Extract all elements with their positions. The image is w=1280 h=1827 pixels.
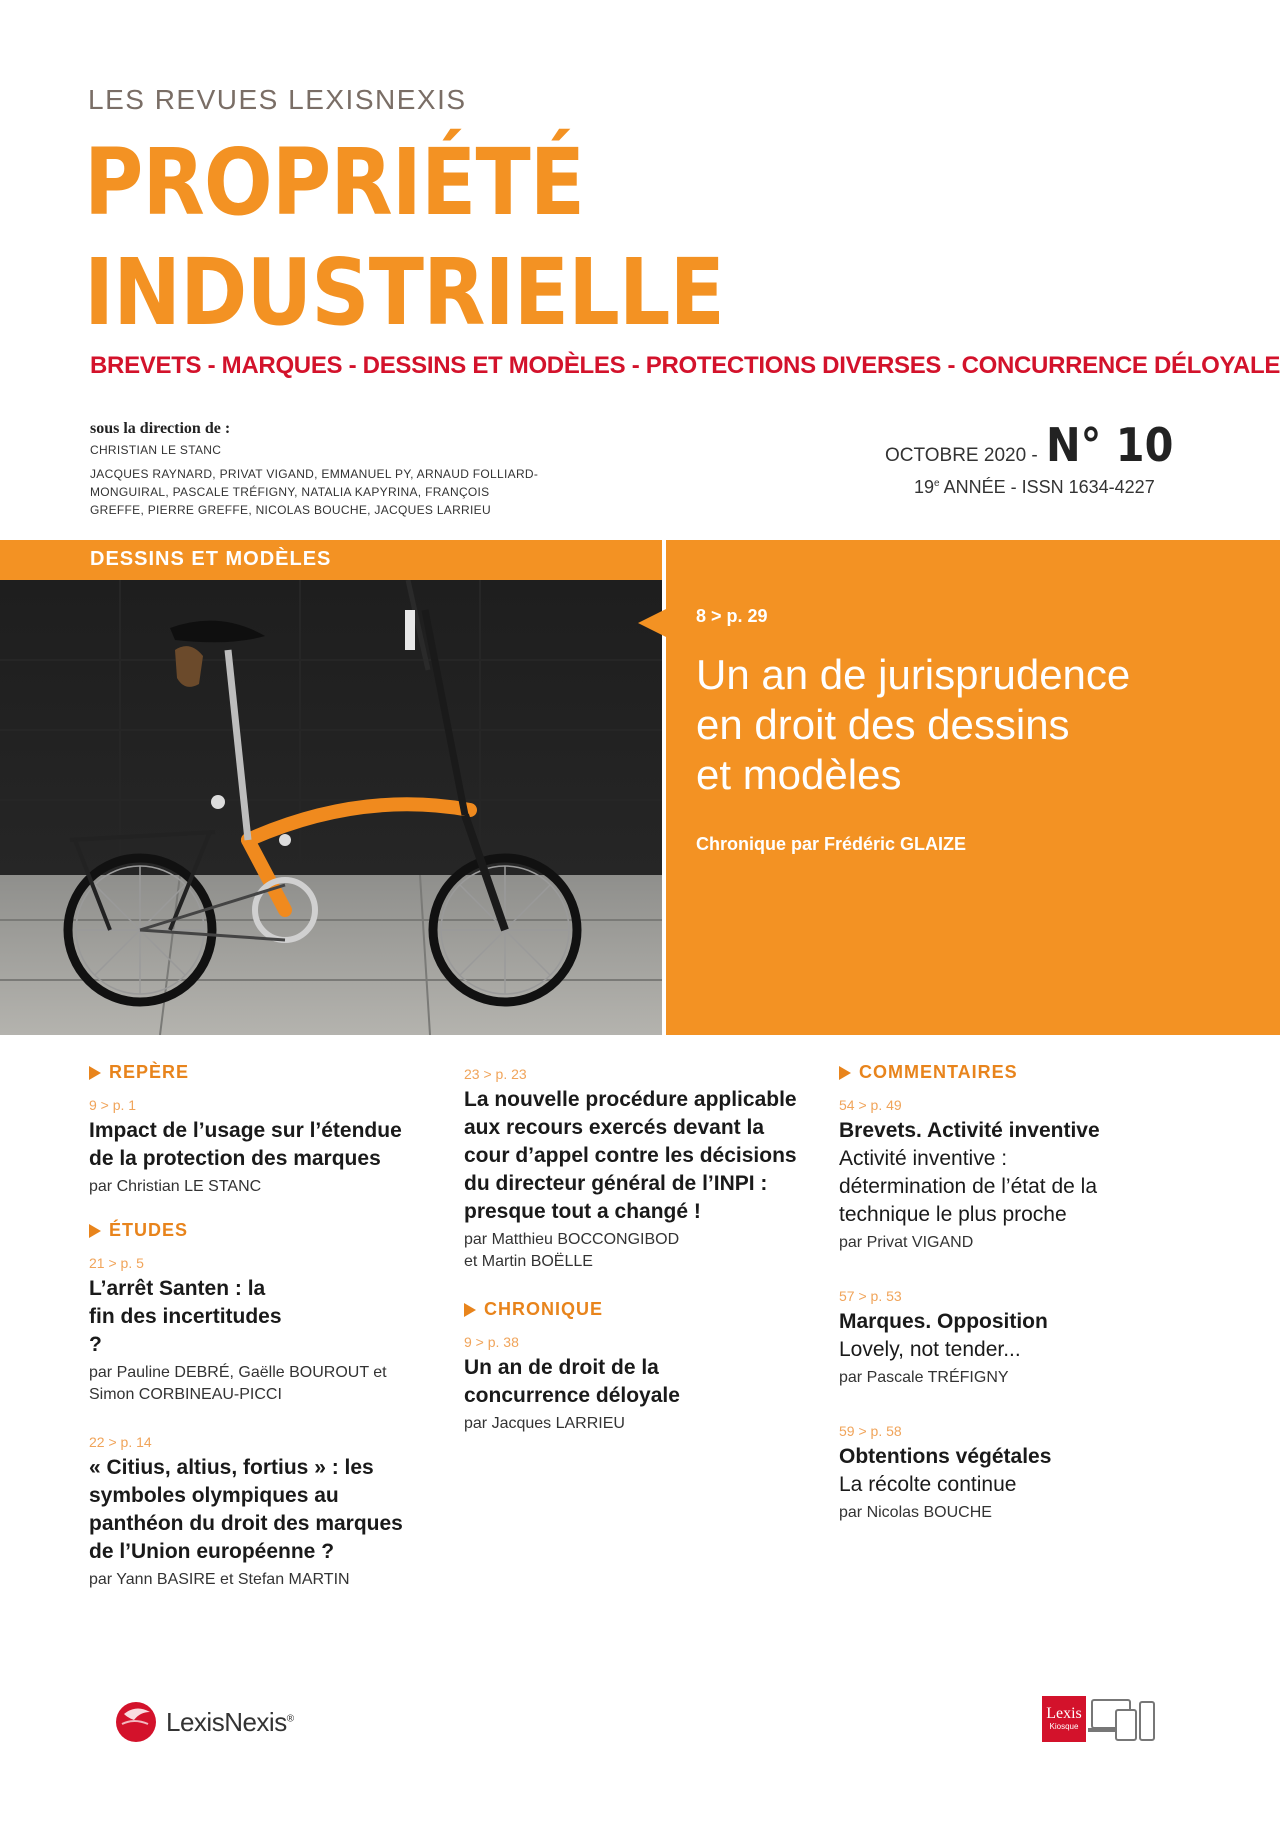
lexisnexis-emblem-icon <box>114 1700 158 1744</box>
entry-ref: 23 > p. 23 <box>464 1066 527 1082</box>
entry-title: Obtentions végétales <box>839 1445 1052 1468</box>
feature-author: Chronique par Frédéric GLAIZE <box>696 834 967 854</box>
entry-ref: 59 > p. 58 <box>839 1423 902 1439</box>
entry-ref: 21 > p. 5 <box>89 1255 144 1271</box>
feature-title-line1: Un an de jurisprudence <box>696 651 1131 698</box>
entry-subtitle: Activité inventive : détermination de l’état de la technique le plus proche <box>839 1147 1097 1226</box>
toc-entry[interactable] <box>89 1097 429 1198</box>
entry-ref: 57 > p. 53 <box>839 1288 902 1304</box>
publisher-name <box>166 1707 294 1738</box>
kiosque-line1: Lexis <box>1046 1705 1082 1722</box>
entry-subtitle: Lovely, not tender... <box>839 1338 1021 1361</box>
section-heading-label: ÉTUDES <box>109 1220 189 1240</box>
issue-date: OCTOBRE 2020 - <box>885 445 1038 466</box>
entry-title: La nouvelle procédure applicable aux recours exercés devant la cour d’appel contre les décisions du directeur général de l’INPI : presque tout a changé ! <box>464 1088 797 1223</box>
issue-year-suffix: e <box>934 478 940 489</box>
journal-title <box>84 128 724 348</box>
entry-ref: 54 > p. 49 <box>839 1097 902 1113</box>
section-heading-repere <box>89 1062 429 1083</box>
direction-label: sous la direction de : <box>90 420 231 437</box>
feature-notch <box>638 609 666 637</box>
play-triangle-icon <box>89 1224 101 1238</box>
issue-number: N° 10 <box>1046 418 1174 472</box>
director-name: CHRISTIAN LE STANC <box>90 443 222 457</box>
entry-author: par Yann BASIRE et Stefan MARTIN <box>89 1571 350 1588</box>
issue-year-number: 19 <box>914 477 935 497</box>
publisher-name-text: LexisNexis <box>166 1706 287 1737</box>
entry-author-line1: par Matthieu BOCCONGIBOD <box>464 1231 680 1248</box>
entry-subtitle: La récolte continue <box>839 1473 1017 1496</box>
entry-author: par Privat VIGAND <box>839 1234 974 1251</box>
entry-author: par Nicolas BOUCHE <box>839 1504 992 1521</box>
section-heading-commentaires <box>839 1062 1179 1083</box>
entry-title: Marques. Opposition <box>839 1310 1048 1333</box>
entry-author: par Pascale TRÉFIGNY <box>839 1369 1009 1386</box>
toc-entry[interactable] <box>464 1066 804 1273</box>
registered-mark: ® <box>286 1712 294 1724</box>
section-heading-etudes <box>89 1220 429 1241</box>
section-heading-label: CHRONIQUE <box>484 1299 604 1319</box>
entry-author: par Christian LE STANC <box>89 1178 262 1195</box>
toc-entry[interactable] <box>89 1434 429 1591</box>
folding-bicycle-photo <box>0 540 662 1035</box>
toc-column-1 <box>89 1062 429 1613</box>
toc-column-2 <box>464 1066 804 1457</box>
section-heading-label: COMMENTAIRES <box>859 1062 1018 1082</box>
play-triangle-icon <box>464 1303 476 1317</box>
toc-entry[interactable] <box>839 1423 1179 1524</box>
committee-names: JACQUES RAYNARD, PRIVAT VIGAND, EMMANUEL PY, ARNAUD FOLLIARD-MONGUIRAL, PASCALE TRÉFIGNY, NATALIA KAPYRINA, FRANÇOIS GREFFE, PIERRE GREFFE, NICOLAS BOUCHE, JACQUES LARRIEU <box>90 467 539 517</box>
entry-ref: 22 > p. 14 <box>89 1434 152 1450</box>
journal-title-line2: INDUSTRIELLE <box>84 239 725 346</box>
toc-entry[interactable] <box>464 1334 804 1435</box>
feature-title-line3: et modèles <box>696 751 902 798</box>
entry-title: Impact de l’usage sur l’étendue de la protection des marques <box>89 1119 402 1170</box>
lexis-kiosque-badge[interactable] <box>1042 1696 1156 1742</box>
entry-ref: 9 > p. 1 <box>89 1097 137 1113</box>
feature-ref: 8 > p. 29 <box>696 606 768 626</box>
rubric-label: DESSINS ET MODÈLES <box>90 548 332 570</box>
play-triangle-icon <box>89 1066 101 1080</box>
entry-author-line2: et Martin BOËLLE <box>464 1253 593 1270</box>
play-triangle-icon <box>839 1066 851 1080</box>
lexisnexis-logo[interactable] <box>114 1700 294 1744</box>
issue-year-issn-text: ANNÉE - ISSN 1634-4227 <box>939 477 1155 497</box>
bicycle-illustration <box>0 540 662 1035</box>
subject-list: BREVETS - MARQUES - DESSINS ET MODÈLES - PROTECTIONS DIVERSES - CONCURRENCE DÉLOYALE <box>90 352 1280 379</box>
toc-entry[interactable] <box>89 1255 429 1406</box>
journal-title-line1: PROPRIÉTÉ <box>84 129 585 236</box>
entry-ref: 9 > p. 38 <box>464 1334 519 1350</box>
toc-entry[interactable] <box>839 1097 1179 1254</box>
issue-line <box>885 418 1188 472</box>
entry-title: Un an de droit de la concurrence déloyale <box>464 1356 680 1407</box>
entry-author: par Jacques LARRIEU <box>464 1415 625 1432</box>
section-heading-chronique <box>464 1299 804 1320</box>
feature-title[interactable] <box>696 650 1216 800</box>
series-name: LES REVUES LEXISNEXIS <box>88 84 467 115</box>
toc-column-3 <box>839 1062 1179 1546</box>
entry-title: Brevets. Activité inventive <box>839 1119 1100 1142</box>
entry-author: par Pauline DEBRÉ, Gaëlle BOUROUT et Simon CORBINEAU-PICCI <box>89 1364 387 1403</box>
entry-title: L’arrêt Santen : la fin des incertitudes ? <box>89 1277 282 1356</box>
kiosque-logo <box>1042 1696 1086 1742</box>
entry-title: « Citius, altius, fortius » : les symboles olympiques au panthéon du droit des marques de l’Union européenne ? <box>89 1456 403 1563</box>
feature-title-line2: en droit des dessins <box>696 701 1070 748</box>
issue-year-issn <box>914 477 1155 498</box>
toc-entry[interactable] <box>839 1288 1179 1389</box>
devices-icon <box>1086 1696 1156 1742</box>
section-heading-label: REPÈRE <box>109 1062 190 1082</box>
kiosque-line2: Kiosque <box>1049 1722 1079 1731</box>
